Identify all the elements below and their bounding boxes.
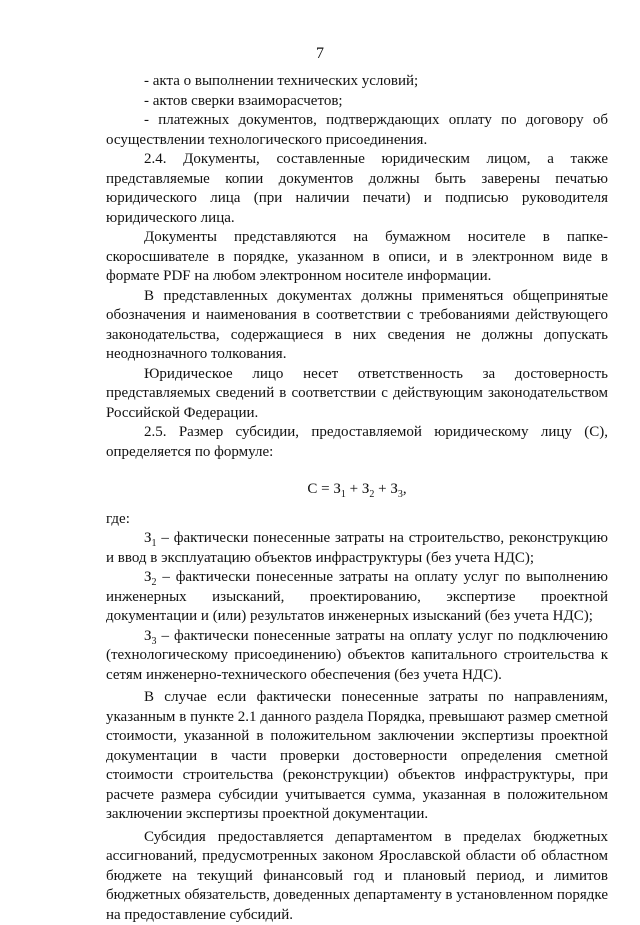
paragraph-cost-excess: В случае если фактически понесенные затраты по направлениям, указанным в пункте 2.1 данного раздела Порядка, превышают размер сметной стоимости, указанной в положительном заключении экспертизы проектной документации в части проверки достоверности определения сметной стоимости строительства (реконструкции) объектов инфраструктуры, при расчете размера субсидии учитывается сумма, указанная в положительном заключении экспертизы проектной документации.: [106, 688, 608, 825]
page-number: 7: [0, 44, 640, 64]
where-label: где:: [106, 510, 608, 530]
paragraph-2-4: 2.4. Документы, составленные юридическим лицом, а также представляемые копии документов должны быть заверены печатью юридического лица (при наличии печати) и подписью руководителя юридического лица.: [106, 150, 608, 228]
list-item-payment-documents: - платежных документов, подтверждающих оплату по договору об осуществлении технологического присоединения.: [106, 111, 608, 150]
definition-z1: $З_1$ – фактически понесенные затраты на строительство, реконструкцию и ввод в эксплуатацию объектов инфраструктуры (без учета НДС);: [106, 529, 608, 568]
definition-z2: $З_2$ – фактически понесенные затраты на оплату услуг по выполнению инженерных изысканий, проектированию, экспертизе проектной документации и (или) результатов инженерных изысканий (без учета НДС);: [106, 568, 608, 627]
list-item-reconciliation-acts: - актов сверки взаиморасчетов;: [106, 92, 608, 112]
document-body: [106, 72, 608, 925]
paragraph-responsibility: Юридическое лицо несет ответственность за достоверность представляемых сведений в соответствии с действующим законодательством Российской Федерации.: [106, 365, 608, 424]
subsidy-formula: $С = З_1 + З_2 + З_3$,: [106, 480, 608, 500]
list-item-act-conditions: - акта о выполнении технических условий;: [106, 72, 608, 92]
paragraph-documents-form: Документы представляются на бумажном носителе в папке-скоросшивателе в порядке, указанном в описи, и в электронном виде в формате PDF на любом электронном носителе информации.: [106, 228, 608, 287]
definition-z3: $З_3$ – фактически понесенные затраты на оплату услуг по подключению (технологическому присоединению) объектов капитального строительства к сетям инженерно-технического обеспечения (без учета НДС).: [106, 627, 608, 686]
paragraph-notation: В представленных документах должны применяться общепринятые обозначения и наименования в соответствии с требованиями действующего законодательства, содержащиеся в них сведения не должны допускать неоднозначного толкования.: [106, 287, 608, 365]
paragraph-budget-limits: Субсидия предоставляется департаментом в пределах бюджетных ассигнований, предусмотренных законом Ярославской области об областном бюджете на текущий финансовый год и плановый период, и лимитов бюджетных обязательств, доведенных департаменту в установленном порядке на предоставление субсидий.: [106, 828, 608, 925]
paragraph-2-5: 2.5. Размер субсидии, предоставляемой юридическому лицу (С), определяется по формуле:: [106, 423, 608, 462]
